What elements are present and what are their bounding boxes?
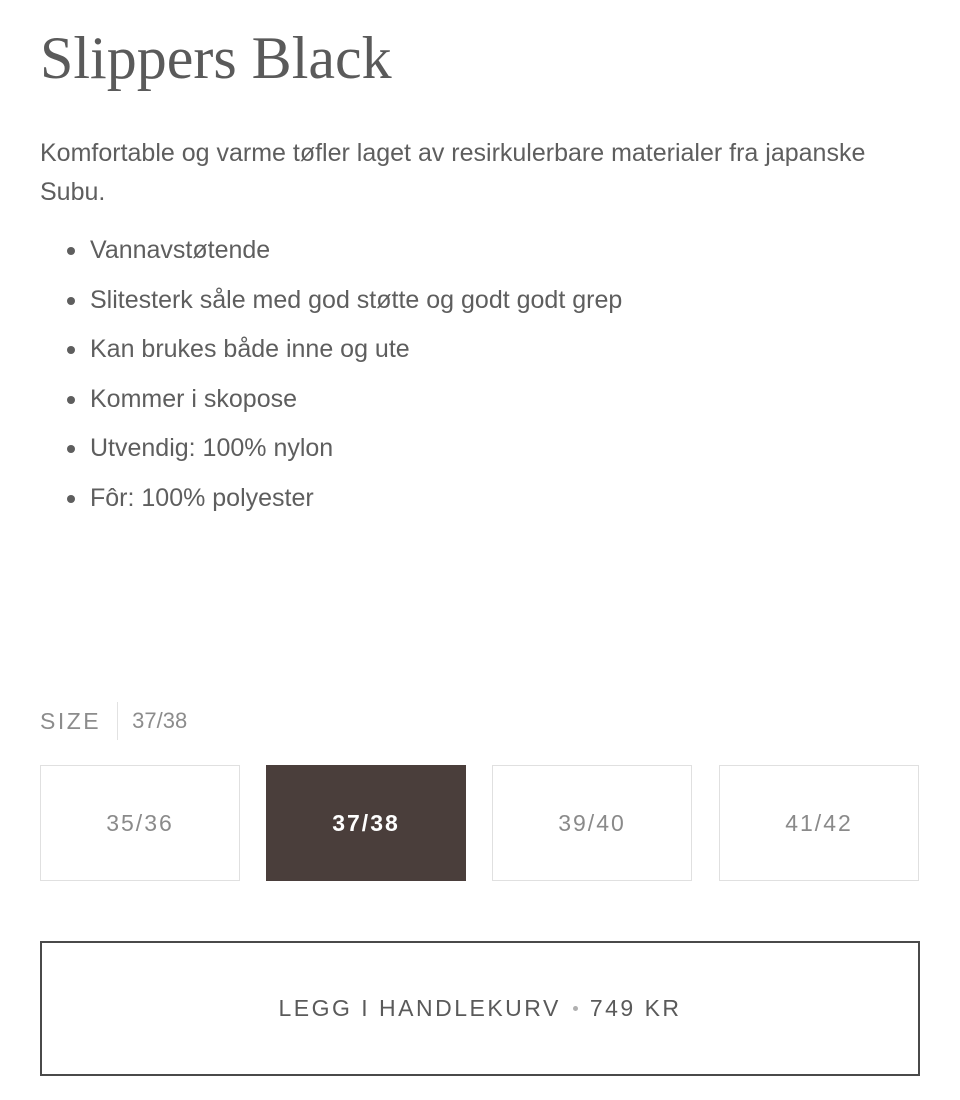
size-option-41-42[interactable]: 41/42	[719, 765, 919, 881]
feature-text: Slitesterk såle med god støtte og godt godt grep	[90, 285, 623, 314]
feature-item	[40, 276, 622, 326]
size-option-37-38[interactable]: 37/38	[266, 765, 466, 881]
selected-size-value: 37/38	[132, 708, 188, 733]
feature-list	[40, 226, 622, 524]
bullet-icon	[67, 445, 75, 453]
feature-item	[40, 474, 622, 524]
size-options	[40, 765, 920, 881]
feature-text: Utvendig: 100% nylon	[90, 434, 334, 463]
bullet-icon	[67, 396, 75, 404]
bullet-icon	[67, 297, 75, 305]
price: 749 KR	[589, 995, 682, 1021]
bullet-icon	[67, 346, 75, 354]
feature-text: Kan brukes både inne og ute	[90, 335, 410, 364]
add-to-cart-button[interactable]	[40, 941, 920, 1076]
feature-item	[40, 375, 622, 425]
separator-dot-icon	[573, 1006, 578, 1011]
feature-text: Kommer i skopose	[90, 384, 298, 413]
size-option-35-36[interactable]: 35/36	[40, 765, 240, 881]
add-to-cart-label: LEGG I HANDLEKURV	[278, 995, 561, 1021]
feature-item	[40, 424, 622, 474]
feature-text: Fôr: 100% polyester	[90, 483, 314, 512]
bullet-icon	[67, 495, 75, 503]
product-title: Slippers Black	[40, 25, 392, 91]
feature-item	[40, 226, 622, 276]
feature-text: Vannavstøtende	[90, 236, 271, 264]
feature-item	[40, 325, 622, 375]
bullet-icon	[67, 247, 75, 255]
product-description: Komfortable og varme tøfler laget av resirkulerbare materialer fra japanske Subu.	[40, 139, 866, 206]
size-option-39-40[interactable]: 39/40	[492, 765, 692, 881]
size-label: SIZE	[40, 708, 102, 734]
size-header	[40, 702, 187, 740]
